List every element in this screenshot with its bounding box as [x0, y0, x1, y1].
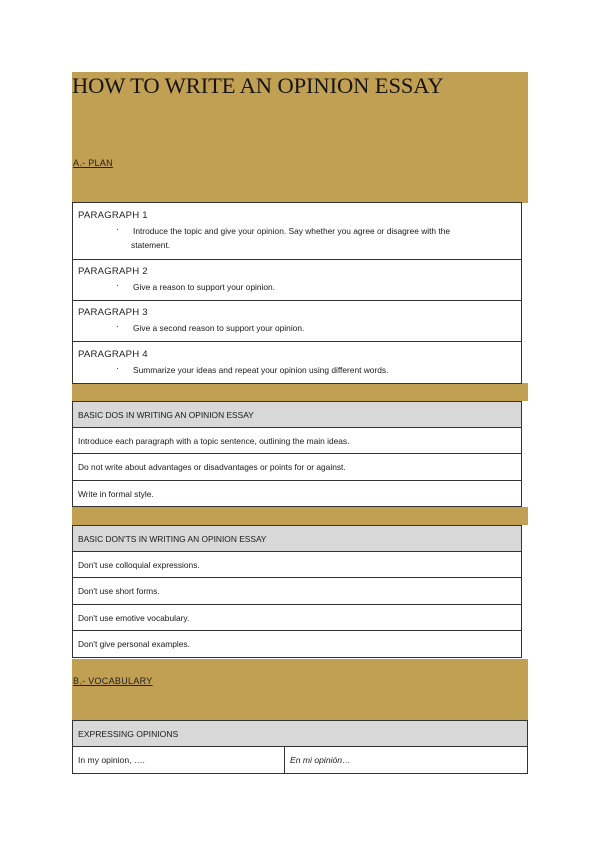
paragraph-row: [73, 301, 522, 342]
vocab-header: EXPRESSING OPINIONS: [73, 721, 528, 747]
table-row: [73, 605, 522, 631]
bullet-icon: ·: [116, 362, 119, 373]
paragraph-heading: PARAGRAPH 2: [78, 266, 148, 277]
vocab-spanish: En mi opinión…: [285, 747, 528, 774]
paragraph-heading: PARAGRAPH 4: [78, 348, 148, 360]
bullet-icon: ·: [116, 321, 119, 331]
bullet-icon: ·: [116, 224, 119, 234]
dos-table: [72, 401, 522, 507]
table-row: [73, 481, 522, 507]
paragraph-row: [73, 342, 522, 384]
vocabulary-band: [72, 659, 528, 721]
paragraph-row: [73, 203, 522, 260]
vocab-english: In my opinion, ….: [73, 747, 285, 774]
paragraph-instruction: · Give a reason to support your opinion.: [116, 280, 275, 292]
table-row: [73, 552, 522, 578]
separator-band: [72, 507, 528, 525]
separator-band: [72, 383, 528, 401]
donts-item: Don't use short forms.: [73, 578, 522, 605]
paragraph-instruction: · Summarize your ideas and repeat your opinion using different words.: [116, 362, 389, 375]
vocabulary-table: [72, 720, 528, 774]
section-b-label: B.- VOCABULARY: [73, 676, 153, 686]
table-row: [73, 428, 522, 454]
dos-item: Write in formal style.: [73, 481, 522, 507]
dos-item: Introduce each paragraph with a topic sentence, outlining the main ideas.: [73, 428, 522, 454]
donts-item: Don't use emotive vocabulary.: [73, 605, 522, 631]
donts-header: BASIC DON'TS IN WRITING AN OPINION ESSAY: [73, 526, 522, 552]
paragraph-row: [73, 260, 522, 301]
table-row: [73, 747, 528, 774]
paragraph-instruction-continued: statement.: [131, 240, 171, 250]
table-row: [73, 631, 522, 658]
plan-table: [72, 202, 522, 384]
donts-table: [72, 525, 522, 658]
section-a-label: A.- PLAN: [73, 158, 113, 168]
table-header-row: [73, 402, 522, 428]
donts-item: Don't use colloquial expressions.: [73, 552, 522, 578]
paragraph-instruction: · Introduce the topic and give your opinion. Say whether you agree or disagree with the: [116, 224, 451, 236]
paragraph-instruction: · Give a second reason to support your opinion.: [116, 321, 305, 333]
table-header-row: [73, 526, 522, 552]
table-header-row: [73, 721, 528, 747]
table-row: [73, 454, 522, 481]
donts-item: Don't give personal examples.: [73, 631, 522, 658]
page-title: HOW TO WRITE AN OPINION ESSAY: [72, 73, 444, 98]
table-row: [73, 578, 522, 605]
paragraph-heading: PARAGRAPH 1: [78, 210, 148, 221]
dos-header: BASIC DOS IN WRITING AN OPINION ESSAY: [73, 402, 522, 428]
paragraph-heading: PARAGRAPH 3: [78, 307, 148, 318]
bullet-icon: ·: [116, 280, 119, 290]
dos-item: Do not write about advantages or disadvantages or points for or against.: [73, 454, 522, 481]
